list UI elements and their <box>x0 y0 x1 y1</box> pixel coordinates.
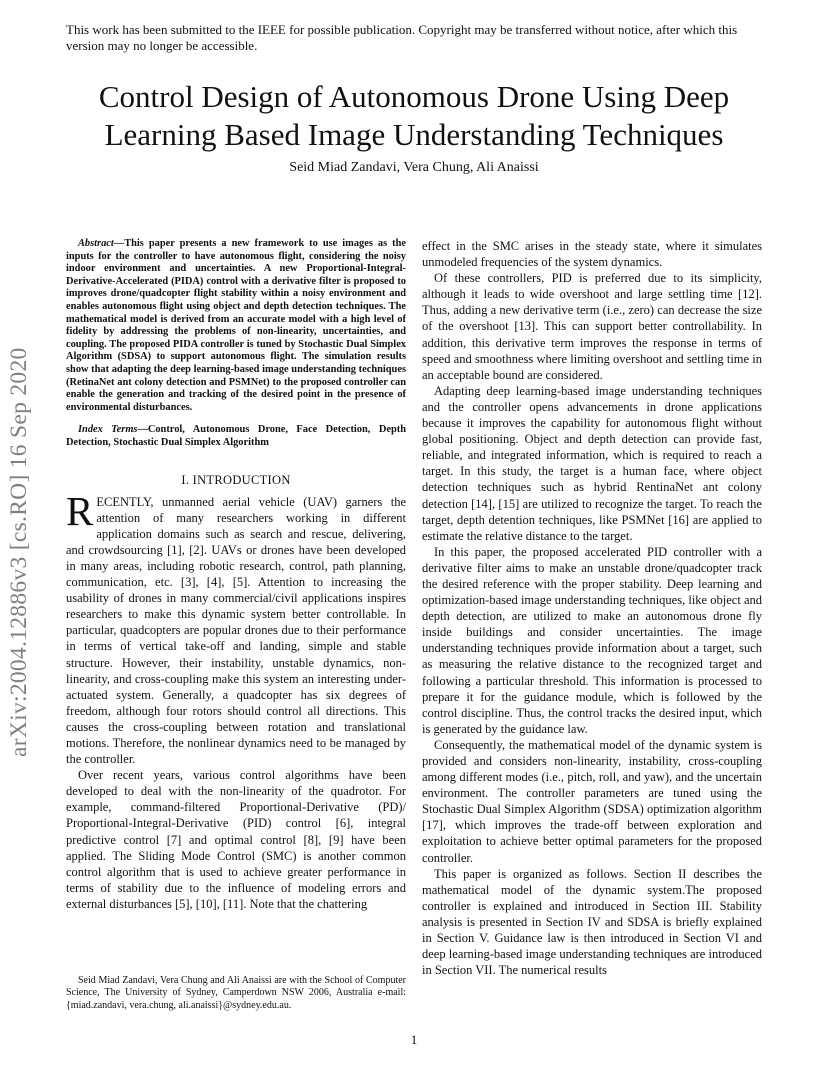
index-terms <box>66 424 406 449</box>
intro-paragraph-1-text: ECENTLY, unmanned aerial vehicle (UAV) garners the attention of many researchers working in different application domains such as search and rescue, delivering, and crowdsourcing [1], [2]. UAVs or drones have been developed in many areas, including robotic research, control, path planning, communication, etc. [3], [4], [5]. Attention to increasing the usability of drones in many commercial/civil applications inspires researchers to make this dynamic system better controllable. In particular, quadcopters are popular drones due to their performance in terms of vertical take-off and landing, simple and stable structure. However, their instability, unstable dynamics, non-linearity, and cross-coupling make this system an interesting under-actuated system. Generally, a quadcopter has six degrees of freedom, although four rotors should control all directions. This causes the cross-coupling between rotation and translational motions. Therefore, the nonlinear dynamics need to be managed by the controller. <box>66 494 406 767</box>
arxiv-identifier-stamp[interactable]: arXiv:2004.12886v3 [cs.RO] 16 Sep 2020 <box>6 347 32 757</box>
publication-notice: This work has been submitted to the IEEE for possible publication. Copyright may be transferred without notice, after which this version may no longer be accessible. <box>66 22 738 53</box>
author-list: Seid Miad Zandavi, Vera Chung, Ali Anaissi <box>289 160 539 175</box>
section-heading-introduction: I. INTRODUCTION <box>181 472 291 487</box>
index-terms-text: —Control, Autonomous Drone, Face Detection, Depth Detection, Stochastic Dual Simplex Algorithm <box>66 424 406 448</box>
index-terms-heading: Index Terms <box>78 424 138 436</box>
right-paragraph-5: This paper is organized as follows. Section II describes the mathematical model of the dynamic system.The proposed controller is explained and introduced in Section III. Stability analysis is presented in Section IV and SDSA is briefly explained in Section V. Guidance law is then introduced in Section VI and deep learning-based image understanding techniques are introduced in Section VII. The numerical results <box>422 866 762 978</box>
abstract <box>66 238 406 414</box>
right-paragraph-0: effect in the SMC arises in the steady state, where it simulates unmodeled frequencies of the system dynamics. <box>422 239 762 270</box>
right-paragraph-1: Of these controllers, PID is preferred due to its simplicity, although it leads to wide overshoot and large settling time [12]. Thus, adding a new derivative term (i.e., zero) can decrease the size of the overshoot [13]. This can support better controllability. In addition, this derivative term improves the response in terms of speed and smoothness where limiting overshoot and settling time in an acceptable bound are considered. <box>422 271 762 382</box>
left-column <box>66 238 406 912</box>
abstract-heading: Abstract <box>78 238 114 249</box>
intro-paragraph-1 <box>66 487 406 768</box>
right-paragraph-2: Adapting deep learning-based image understanding techniques and the controller opens advancements in drone applications because it improves the capability for autonomous flight without global positioning. Object and depth detection can provide fast, reliable, and integrated information, which is required to reach a target. In this study, the target is a human face, where object detection techniques such as hybrid RentinaNet ant colony detection [14], [15] are utilized to recognize the target. To reach the target, depth detention techniques, like PSMNet [16] are applied to estimate the relative distance to the target. <box>422 383 762 543</box>
right-column <box>422 238 762 978</box>
page-number: 1 <box>410 1032 418 1047</box>
drop-cap-letter: R <box>66 487 94 534</box>
author-affiliation-footnote: Seid Miad Zandavi, Vera Chung and Ali Anaissi are with the School of Computer Science, The University of Sydney, Camperdown NSW 2006, Australia e-mail: {miad.zandavi, vera.chung, ali.anaissi}@sydney.edu.au. <box>66 975 406 1011</box>
right-paragraph-3: In this paper, the proposed accelerated PID controller with a derivative filter aims to make an unstable drone/quadcopter track the desired reference with the proper stability. Deep learning and optimization-based image understanding techniques, like object and depth detection, are utilized to make an autonomous drone fly inside buildings and consider uncertainties. The image understanding techniques provide information about a target, such as measuring the relative distance to the recognized target and following a particular threshold. This information is processed to prepare it for the guidance module, which is followed by the control discipline. Thus, the control tracks the desired input, which is generated by the guidance law. <box>422 544 762 736</box>
intro-paragraph-2: Over recent years, various control algorithms have been developed to deal with the non-linearity of the quadrotor. For example, command-filtered Proportional-Derivative (PD)/ Proportional-Integral-Derivative (PID) control [6], integral predictive control [7] and optimal control [8], [9] have been applied. The Sliding Mode Control (SMC) is another common control algorithm that is used to achieve greater performance in terms of stability due to the influence of modeling errors and external disturbances [5], [10], [11]. Note that the chattering <box>66 768 406 911</box>
abstract-text: —This paper presents a new framework to use images as the inputs for the controller to have autonomous flight, considering the noisy indoor environment and uncertainties. A new Proportional-Integral-Derivative-Accelerated (PIDA) control with a derivative filter is proposed to improves drone/quadcopter flight stability within a noisy environment and enables autonomous flight using object and depth detection techniques. The mathematical model is derived from an accurate model with a high level of fidelity by addressing the problems of non-linearity, uncertainties, and coupling. The proposed PIDA controller is tuned by Stochastic Dual Simplex Algorithm (SDSA) to support autonomous flight. The simulation results show that adapting the deep learning-based image understanding techniques (RetinaNet ant colony detection and PSMNet) to the proposed controller can enable the generation and tracking of the desired point in the presence of environmental disturbances. <box>66 238 406 413</box>
right-paragraph-4: Consequently, the mathematical model of the dynamic system is provided and considers non-linearity, instability, cross-coupling among different modes (i.e., pitch, roll, and yaw), and the uncertain environment. The controller parameters are tuned using the Stochastic Dual Simplex Algorithm (SDSA) optimization algorithm [17], which improves the trade-off between exploration and exploitation to achieve better optimal parameters for the proposed controller. <box>422 737 762 865</box>
paper-title: Control Design of Autonomous Drone Using Deep Learning Based Image Understanding Techniques <box>98 79 730 152</box>
